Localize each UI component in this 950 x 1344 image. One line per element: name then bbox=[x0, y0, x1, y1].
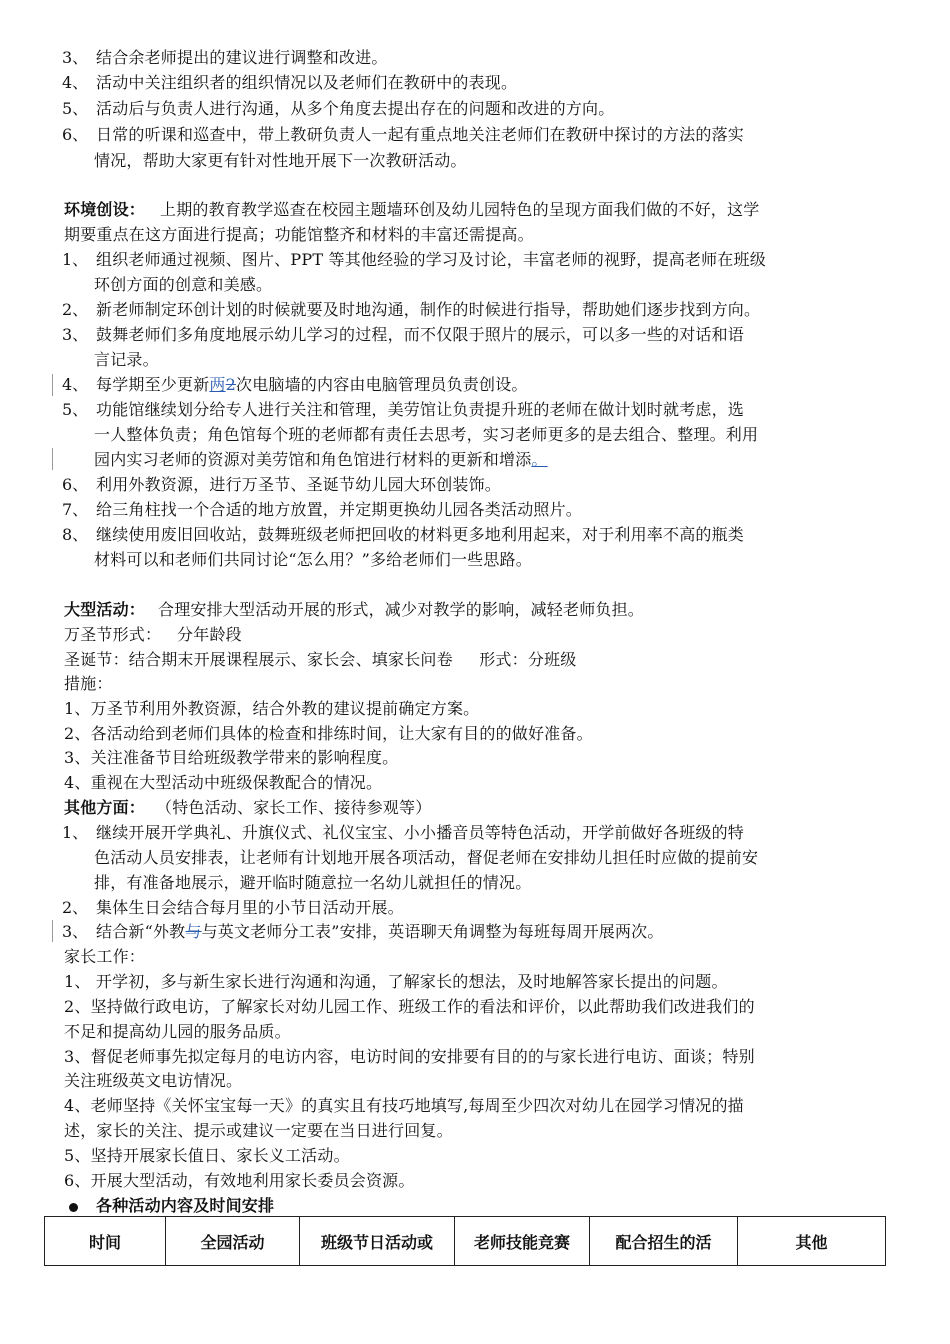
list-number: 1、 bbox=[62, 823, 89, 842]
list-item-continuation: 环创方面的创意和美感。 bbox=[94, 275, 273, 294]
inserted-text: 。 bbox=[531, 450, 548, 469]
parent-line: 2、坚持做行政电访，了解家长对幼儿园工作、班级工作的看法和评价，以此帮助我们改进我们的 bbox=[64, 997, 755, 1016]
halloween-format: 万圣节形式： 分年龄段 bbox=[64, 625, 242, 644]
list-item-text: 利用外教资源，进行万圣节、圣诞节幼儿园大环创装饰。 bbox=[96, 475, 502, 494]
measure-item: 3、关注准备节目给班级教学带来的影响程度。 bbox=[64, 748, 399, 767]
list-number: 5、 bbox=[62, 99, 89, 118]
measure-item: 4、重视在大型活动中班级保教配合的情况。 bbox=[64, 773, 383, 792]
parent-line: 4、老师坚持《关怀宝宝每一天》的真实且有技巧地填写,每周至少四次对幼儿在园学习情况的描 bbox=[64, 1096, 744, 1115]
table-header-cell: 配合招生的活 bbox=[590, 1217, 738, 1266]
list-item-continuation bbox=[94, 448, 548, 472]
list-item-continuation: 材料可以和老师们共同讨论“怎么用？”多给老师们一些思路。 bbox=[94, 550, 532, 569]
table-header-cell: 老师技能竞赛 bbox=[455, 1217, 590, 1266]
section-heading-environment: 环境创设： bbox=[64, 200, 146, 219]
list-number: 4、 bbox=[62, 375, 89, 394]
section-intro-continuation: 期要重点在这方面进行提高；功能馆整齐和材料的丰富还需提高。 bbox=[64, 225, 534, 244]
measures-label: 措施： bbox=[64, 674, 113, 693]
list-number: 3、 bbox=[62, 48, 89, 67]
parent-line: 6、开展大型活动，有效地利用家长委员会资源。 bbox=[64, 1171, 415, 1190]
list-item-text: 新老师制定环创计划的时候就要及时地沟通，制作的时候进行指导，帮助她们逐步找到方向。 bbox=[96, 300, 761, 319]
list-item-text: 活动后与负责人进行沟通，从多个角度去提出存在的问题和改进的方向。 bbox=[96, 99, 615, 118]
list-item-text: 组织老师通过视频、图片、PPT 等其他经验的学习及讨论，丰富老师的视野，提高老师在班级 bbox=[96, 250, 766, 269]
table-header-cell: 全园活动 bbox=[166, 1217, 300, 1266]
list-item-text: 继续开展开学典礼、升旗仪式、礼仪宝宝、小小播音员等特色活动，开学前做好各班级的特 bbox=[96, 823, 745, 842]
text-segment: 结合新“外教 bbox=[96, 922, 186, 941]
list-item-text: 活动中关注组织者的组织情况以及老师们在教研中的表现。 bbox=[96, 73, 518, 92]
inserted-text: 两 bbox=[209, 375, 226, 394]
list-item-text: 继续使用废旧回收站，鼓舞班级老师把回收的材料更多地利用起来，对于利用率不高的瓶类 bbox=[96, 525, 745, 544]
section-heading-other: 其他方面： bbox=[64, 798, 146, 817]
section-intro: （特色活动、家长工作、接待参观等） bbox=[156, 798, 432, 817]
revision-marker bbox=[52, 374, 53, 396]
parent-line: 3、督促老师事先拟定每月的电访内容，电访时间的安排要有目的的与家长进行电访、面谈；特别 bbox=[64, 1047, 755, 1066]
section-intro: 合理安排大型活动开展的形式，减少对教学的影响，减轻老师负担。 bbox=[158, 600, 645, 619]
revision-marker bbox=[52, 920, 53, 942]
table-header-row bbox=[45, 1217, 886, 1266]
list-number: 2、 bbox=[62, 898, 89, 917]
parent-line: 5、坚持开展家长值日、家长义工活动。 bbox=[64, 1146, 350, 1165]
list-number: 6、 bbox=[62, 475, 89, 494]
list-item-continuation: 情况，帮助大家更有针对性地开展下一次教研活动。 bbox=[94, 151, 467, 170]
list-item-text: 给三角柱找一个合适的地方放置，并定期更换幼儿园各类活动照片。 bbox=[96, 500, 583, 519]
measure-item: 2、各活动给到老师们具体的检查和排练时间，让大家有目的的做好准备。 bbox=[64, 724, 593, 743]
section-heading-big-activities: 大型活动： bbox=[64, 600, 146, 619]
list-item-text: 日常的听课和巡查中，带上教研负责人一起有重点地关注老师们在教研中探讨的方法的落实 bbox=[96, 125, 745, 144]
list-number: 8、 bbox=[62, 525, 89, 544]
parent-line: 述，家长的关注、提示或建议一定要在当日进行回复。 bbox=[64, 1121, 453, 1140]
schedule-table bbox=[44, 1216, 886, 1266]
section-heading-parent-work: 家长工作： bbox=[64, 947, 146, 966]
table-header-cell: 时间 bbox=[45, 1217, 166, 1266]
parent-line: 1、 开学初，多与新生家长进行沟通和沟通，了解家长的想法，及时地解答家长提出的问题。 bbox=[64, 972, 728, 991]
parent-line: 不足和提高幼儿园的服务品质。 bbox=[64, 1022, 291, 1041]
christmas-format: 圣诞节：结合期末开展课程展示、家长会、填家长问卷 形式：分班级 bbox=[64, 650, 577, 669]
text-segment: 每学期至少更新 bbox=[96, 375, 210, 394]
deleted-text: 2 bbox=[225, 375, 236, 394]
deleted-text: 与 bbox=[185, 922, 202, 941]
measure-item: 1、万圣节利用外教资源，结合外教的建议提前确定方案。 bbox=[64, 699, 480, 718]
list-number: 4、 bbox=[62, 73, 89, 92]
list-number: 5、 bbox=[62, 400, 89, 419]
list-number: 2、 bbox=[62, 300, 89, 319]
schedule-title: 各种活动内容及时间安排 bbox=[96, 1196, 275, 1215]
list-number: 3、 bbox=[62, 325, 89, 344]
list-item-text: 功能馆继续划分给专人进行关注和管理，美劳馆让负责提升班的老师在做计划时就考虑，选 bbox=[96, 400, 745, 419]
revision-marker bbox=[52, 448, 53, 470]
table-header-cell: 班级节日活动或 bbox=[300, 1217, 455, 1266]
list-item-text: 结合余老师提出的建议进行调整和改进。 bbox=[96, 48, 388, 67]
list-item-text: 集体生日会结合每月里的小节日活动开展。 bbox=[96, 898, 404, 917]
list-item-text bbox=[96, 373, 528, 397]
list-item-continuation: 色活动人员安排表，让老师有计划地开展各项活动，督促老师在安排幼儿担任时应做的提前安 bbox=[94, 848, 759, 867]
text-segment: 次电脑墙的内容由电脑管理员负责创设。 bbox=[236, 375, 528, 394]
list-item-continuation: 言记录。 bbox=[94, 350, 159, 369]
table-header-cell: 其他 bbox=[738, 1217, 886, 1266]
text-segment: 园内实习老师的资源对美劳馆和角色馆进行材料的更新和增添 bbox=[94, 450, 532, 469]
parent-line: 关注班级英文电访情况。 bbox=[64, 1071, 243, 1090]
list-item-continuation: 一人整体负责；角色馆每个班的老师都有责任去思考，实习老师更多的是去组合、整理。利用 bbox=[94, 425, 759, 444]
list-number: 1、 bbox=[62, 250, 89, 269]
list-item-text bbox=[96, 920, 664, 944]
list-number: 3、 bbox=[62, 922, 89, 941]
list-item-text: 鼓舞老师们多角度地展示幼儿学习的过程，而不仅限于照片的展示，可以多一些的对话和语 bbox=[96, 325, 745, 344]
list-number: 7、 bbox=[62, 500, 89, 519]
section-intro: 上期的教育教学巡查在校园主题墙环创及幼儿园特色的呈现方面我们做的不好，这学 bbox=[160, 200, 760, 219]
text-segment: 与英文老师分工表”安排，英语聊天角调整为每班每周开展两次。 bbox=[201, 922, 664, 941]
bullet-icon bbox=[69, 1203, 78, 1212]
list-item-continuation: 排，有准备地展示，避开临时随意拉一名幼儿就担任的情况。 bbox=[94, 873, 532, 892]
list-number: 6、 bbox=[62, 125, 89, 144]
